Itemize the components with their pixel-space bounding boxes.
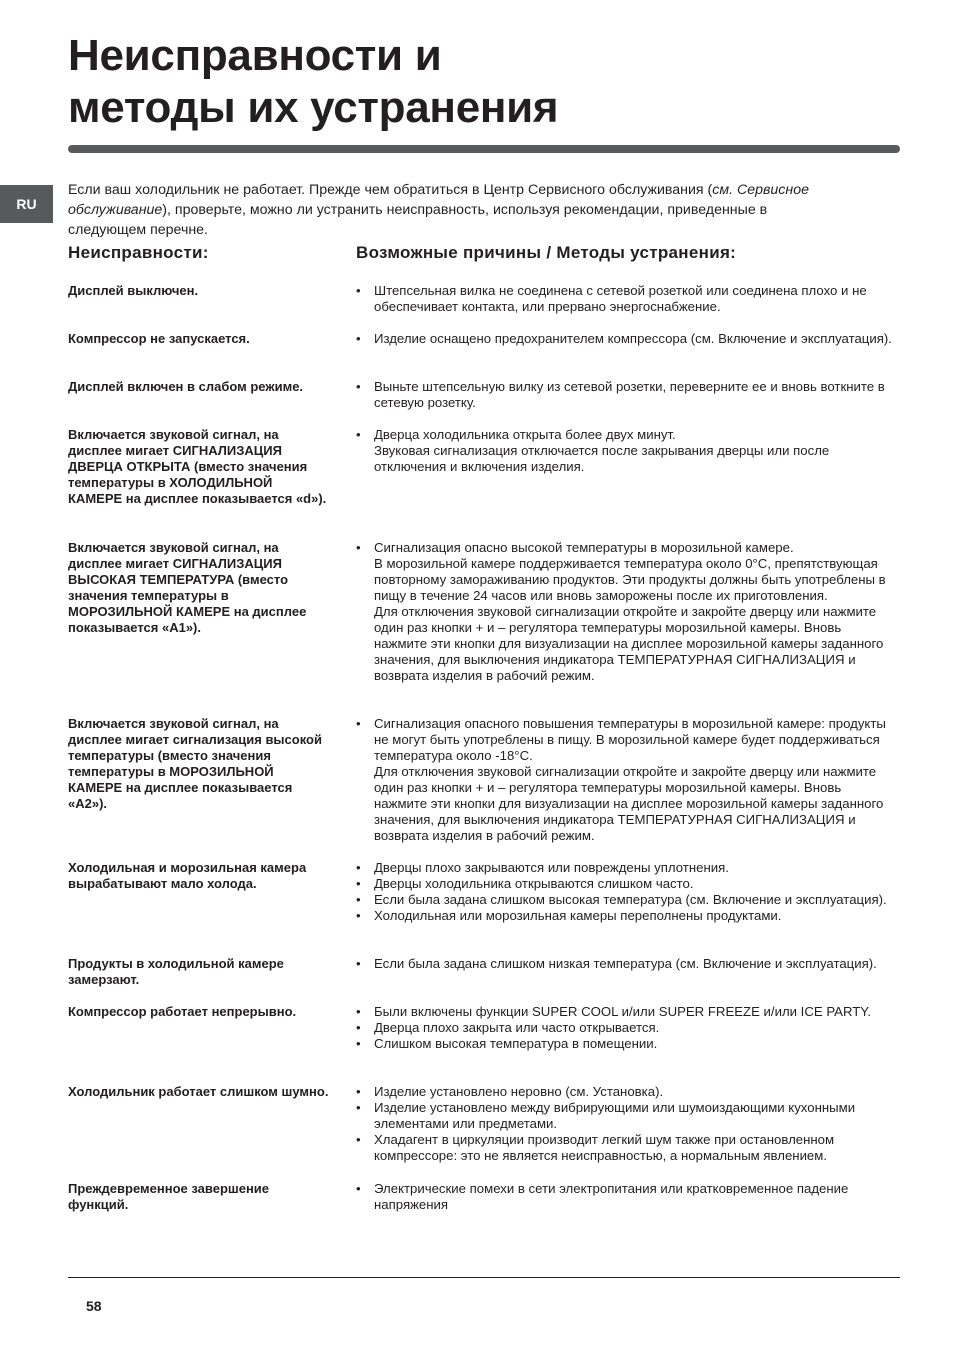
fault-label: Дисплей выключен.	[68, 283, 199, 298]
causes-list	[356, 427, 896, 475]
fault-label: Холодильник работает слишком шумно.	[68, 1084, 329, 1099]
intro-text-1: Если ваш холодильник не работает. Прежде чем обратиться в Центр Сервисного обслуживания (	[68, 182, 713, 198]
intro-paragraph	[68, 180, 828, 240]
intro-text-2: ), проверьте, можно ли устранить неисправность, используя рекомендации, приведенные в следующем перечне.	[68, 202, 768, 238]
intro-text-reference: см. Сервисное обслуживание	[68, 182, 809, 218]
causes-list	[356, 283, 896, 315]
page-title	[68, 30, 768, 134]
causes-list	[356, 716, 896, 844]
list-item: • Сигнализация опасно высокой температуры в морозильной камере. В морозильной камере поддерживается температура около 0°C, препятствующая повторному замораживанию продуктов. Эти продукты должны быть употреблены в пищу в течение 24 часов или вновь заморожены после их приготовления. Для отключения звуковой сигнализации откройте и закройте дверцу или нажмите один раз кнопки + и – регулятора температуры морозильной камеры. Вновь нажмите эти кнопки для визуализации на дисплее морозильной камеры заданного значения, для выключения индикатора ТЕМПЕРАТУРНАЯ СИГНАЛИЗАЦИЯ и возврата изделия в рабочий режим.	[356, 540, 896, 684]
fault-label: Включается звуковой сигнал, на дисплее мигает СИГНАЛИЗАЦИЯ ВЫСОКАЯ ТЕМПЕРАТУРА (вместо значения температуры в МОРОЗИЛЬНОЙ КАМЕРЕ на дисплее показывается «A1»).	[68, 540, 307, 635]
list-item: • Изделие установлено неровно (см. Установка).	[356, 1084, 896, 1100]
list-item: • Изделие оснащено предохранителем компрессора (см. Включение и эксплуатация).	[356, 331, 896, 347]
list-item: • Сигнализация опасного повышения температуры в морозильной камере: продукты не могут быть употреблены в пищу. В морозильной камере будет поддерживаться температура около -18°C. Для отключения звуковой сигнализации откройте и закройте дверцу или нажмите один раз кнопки + и – регулятора температуры морозильной камеры. Вновь нажмите эти кнопки для визуализации на дисплее морозильной камеры заданного значения, для выключения индикатора ТЕМПЕРАТУРНАЯ СИГНАЛИЗАЦИЯ и возврата изделия в рабочий режим.	[356, 716, 896, 844]
causes-list	[356, 1181, 896, 1213]
list-item: • Штепсельная вилка не соединена с сетевой розеткой или соединена плохо и не обеспечивает контакта, или прервано энергоснабжение.	[356, 283, 896, 315]
causes-list	[356, 379, 896, 411]
list-item: • Слишком высокая температура в помещении.	[356, 1036, 896, 1052]
list-item: • Выньте штепсельную вилку из сетевой розетки, переверните ее и вновь воткните в сетевую розетку.	[356, 379, 896, 411]
fault-label: Компрессор не запускается.	[68, 331, 250, 346]
list-item: • Хладагент в циркуляции производит легкий шум также при остановленном компрессоре: это не является неисправностью, а нормальным явлением.	[356, 1132, 896, 1164]
list-item: • Изделие установлено между вибрирующими или шумоиздающими кухонными элементами или предметами.	[356, 1100, 896, 1132]
fault-label: Преждевременное завершение функций.	[68, 1181, 270, 1212]
list-item: • Были включены функции SUPER COOL и/или SUPER FREEZE и/или ICE PARTY.	[356, 1004, 896, 1020]
causes-list	[356, 1084, 896, 1164]
fault-label: Дисплей включен в слабом режиме.	[68, 379, 304, 394]
footer-divider	[68, 1277, 900, 1278]
fault-label: Включается звуковой сигнал, на дисплее мигает сигнализация высокой температуры (вместо значения температуры в МОРОЗИЛЬНОЙ КАМЕРЕ на дисплее показывается «A2»).	[68, 716, 322, 811]
title-line-2: методы их устранения	[68, 83, 559, 132]
title-divider	[68, 145, 900, 153]
causes-list	[356, 956, 896, 972]
page-number: 58	[86, 1298, 102, 1314]
list-item: • Дверца плохо закрыта или часто открывается.	[356, 1020, 896, 1036]
list-item: • Дверца холодильника открыта более двух минут. Звуковая сигнализация отключается после закрывания дверцы или после отключения и включения изделия.	[356, 427, 896, 475]
causes-list	[356, 540, 896, 684]
causes-list	[356, 331, 896, 347]
fault-label: Компрессор работает непрерывно.	[68, 1004, 297, 1019]
causes-list	[356, 1004, 896, 1052]
list-item: • Если была задана слишком высокая температура (см. Включение и эксплуатация).	[356, 892, 896, 908]
causes-column-header: Возможные причины / Методы устранения:	[356, 243, 737, 262]
fault-label: Холодильная и морозильная камера вырабатывают мало холода.	[68, 860, 307, 891]
list-item: • Холодильная или морозильная камеры переполнены продуктами.	[356, 908, 896, 924]
language-tab: RU	[0, 185, 53, 223]
list-item: • Если была задана слишком низкая температура (см. Включение и эксплуатация).	[356, 956, 896, 972]
causes-list	[356, 860, 896, 924]
list-item: • Электрические помехи в сети электропитания или кратковременное падение напряжения	[356, 1181, 896, 1213]
faults-column-header: Неисправности:	[68, 243, 209, 262]
list-item: • Дверцы холодильника открываются слишком часто.	[356, 876, 896, 892]
list-item: • Дверцы плохо закрываются или повреждены уплотнения.	[356, 860, 896, 876]
title-line-1: Неисправности и	[68, 31, 442, 80]
fault-label: Продукты в холодильной камере замерзают.	[68, 956, 284, 987]
fault-label: Включается звуковой сигнал, на дисплее мигает СИГНАЛИЗАЦИЯ ДВЕРЦА ОТКРЫТА (вместо значения температуры в ХОЛОДИЛЬНОЙ КАМЕРЕ на дисплее показывается «d»).	[68, 427, 327, 506]
